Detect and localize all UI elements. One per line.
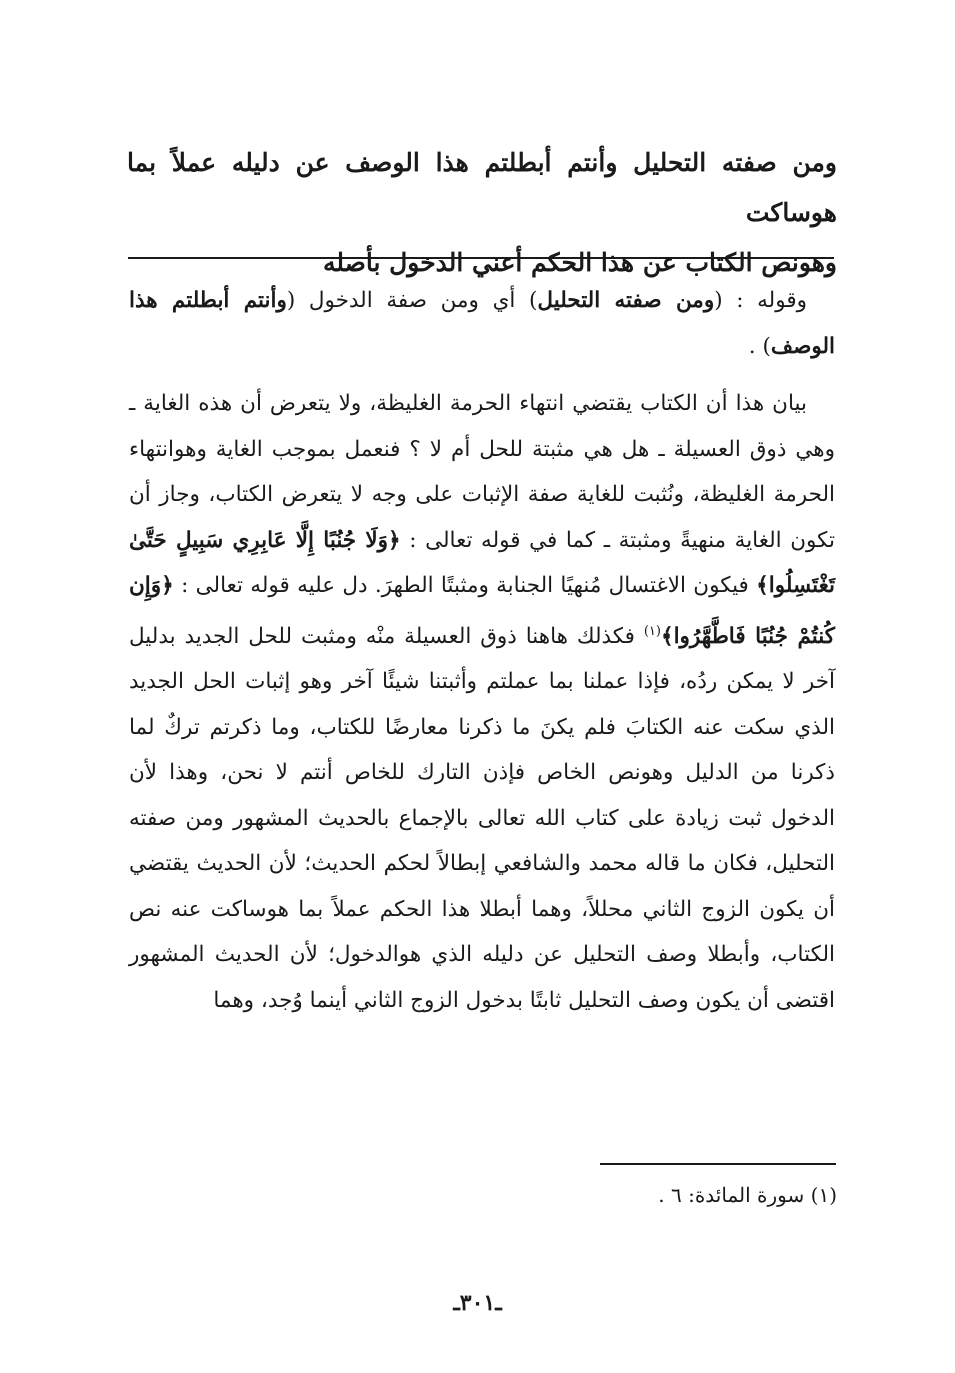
footnote-divider bbox=[600, 1163, 836, 1165]
quran-verse-1: ﴿وَلَا جُنُبًا إِلَّا عَابِرِي سَبِيلٍ حَتَّىٰ تَغْتَسِلُوا﴾ bbox=[129, 527, 835, 598]
footnote bbox=[658, 1180, 837, 1210]
quoted-phrase-1: ومن صفته التحليل bbox=[537, 288, 715, 313]
footnote-text: سورة المائدة: ٦ . bbox=[658, 1183, 805, 1207]
para2-text-3: فكذلك هاهنا ذوق العسيلة منْه ومثبت للحل الجديد بدليل آخر لا يمكن ردُه، فإذا عملنا بما عملتم وأثبتنا شيئًا آخر وهو إثبات الحل الجديد الذي سكت عنه الكتابَ فلم يكنَ ما ذكرنا معارضًا للكتاب، وما ذكرتم تركٌ لما ذكرنا من الدليل وهونص الخاص فإذن التارك للخاص أنتم لا نحن، وهذا لأن الدخول ثبت زيادة على كتاب الله تعالى بالإجماع بالحديث المشهور ومن صفته التحليل، فكان ما قاله محمد والشافعي إبطالاً لحكم الحديث؛ لأن الحديث يقتضي أن يكون الزوج الثاني محللاً، وهما أبطلا هذا الحكم عملاً بما هوساكت عنه نص الكتاب، وأبطلا وصف التحليل عن دليله الذي هوالدخول؛ لأن الحديث المشهور اقتضى أن يكون وصف التحليل ثابتًا بدخول الزوج الثاني أينما وُجد، وهما bbox=[129, 623, 835, 1013]
matn-line-1: ومن صفته التحليل وأنتم أبطلتم هذا الوصف عن دليله عملاً بما هوساكت bbox=[127, 148, 837, 227]
footnote-number: (١) bbox=[810, 1183, 837, 1207]
para1-intro: وقوله : ( bbox=[714, 288, 807, 313]
quoted-phrase-2: وأنتم أبطلتم هذا الوصف bbox=[129, 288, 835, 359]
commentary-text bbox=[129, 278, 835, 1023]
footnote-reference: (١) bbox=[643, 623, 661, 639]
matn-line-2: وهونص الكتاب عن هذا الحكم أعني الدخول بأصله bbox=[322, 248, 837, 277]
para2-text-2: فيكون الاغتسال مُنهيًا الجنابة ومثبتًا الطهرَ. دل عليه قوله تعالى : bbox=[181, 573, 749, 598]
matn-text bbox=[127, 138, 837, 288]
commentary-paragraph-1 bbox=[129, 278, 835, 369]
matn-divider bbox=[128, 257, 834, 259]
quran-verse-2: ﴿وَإِن كُنتُمْ جُنُبًا فَاطَّهَّرُوا﴾ bbox=[129, 573, 835, 649]
page-number: ـ٣٠١ـ bbox=[453, 1290, 502, 1316]
commentary-paragraph-2 bbox=[129, 381, 835, 1023]
para1-end: ) . bbox=[748, 333, 771, 359]
para2-text-1: بيان هذا أن الكتاب يقتضي انتهاء الحرمة الغليظة، ولا يتعرض أن هذه الغاية ـ وهي ذوق العسيلة ـ هل هي مثبتة للحل أم لا ؟ فنعمل بموجب الغاية وهوانتهاء الحرمة الغليظة، ونُثبت للغاية صفة الإثبات على وجه لا يتعرض الكتاب، وجاز أن تكون الغاية منهيةً ومثبتة ـ كما في قوله تعالى : bbox=[129, 391, 835, 553]
para1-mid: ) أي ومن صفة الدخول ( bbox=[286, 288, 538, 313]
